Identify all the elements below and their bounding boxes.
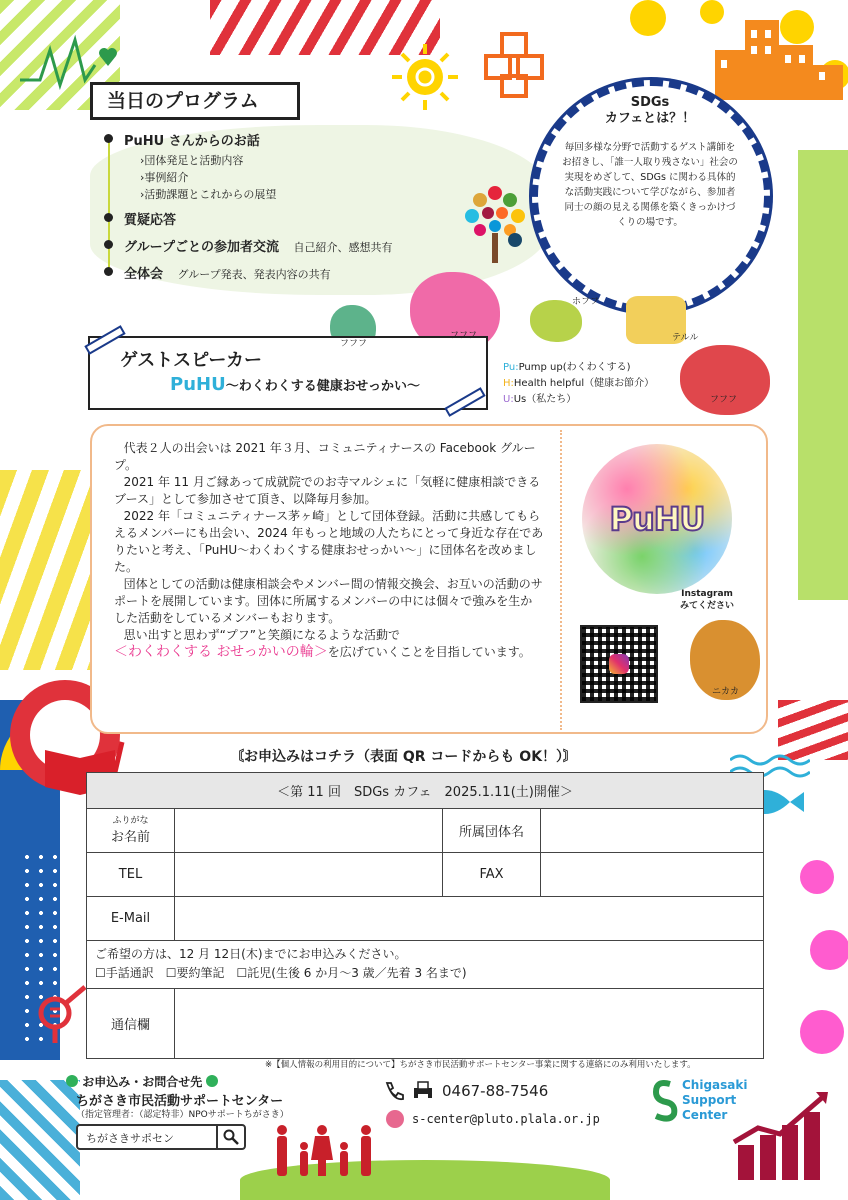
character-caption: ホフフ [572, 297, 600, 307]
org-field[interactable] [541, 809, 764, 853]
legend-key: U: [503, 394, 514, 405]
contact-heading [66, 1073, 218, 1090]
form-event-header: ＜第 11 回 SDGs カフェ 2025.1.11(土)開催＞ [87, 773, 764, 809]
contact-heading-text: お申込み・お問合せ先 [82, 1075, 203, 1089]
intro-paragraph: 代表２人の出会いは 2021 年３月、コミュニティナースの Facebook グループ。 [114, 441, 536, 472]
people-icon [272, 1120, 392, 1180]
character-caption: テルル [672, 333, 699, 343]
support-options [87, 941, 764, 989]
search-text: ちがさきサポセン [86, 1132, 174, 1145]
puhu-logo [582, 444, 732, 594]
instagram-label-line1: Instagram [681, 589, 733, 599]
intro-paragraph [114, 627, 544, 661]
buildings-icon [715, 10, 845, 100]
program-list [104, 130, 524, 285]
program-title: 当日のプログラム [90, 82, 300, 120]
intro-highlight: ＜わくわくする おせっかいの輪＞ [114, 644, 328, 660]
email-label: E-Mail [87, 897, 175, 941]
decor-dot [800, 860, 834, 894]
sdgs-cafe-description: 毎回多様な分野で活動するゲスト講師をお招きし、「誰一人取り残さない」社会の実現をめざして、SDGs に関わる具体的な活動実践について学びながら、参加者同士の顔の見える関係を築くきっかけづくりの場です。 [562, 142, 738, 228]
program-item-note: 自己紹介、感想共有 [293, 241, 393, 254]
message-field[interactable] [175, 989, 764, 1059]
sdgs-cafe-title [580, 95, 720, 127]
support-center-s-icon [650, 1078, 678, 1124]
tel-label: TEL [87, 853, 175, 897]
message-label: 通信欄 [87, 989, 175, 1059]
intro-paragraph: 団体としての活動は健康相談会やメンバー間の情報交換会、お互いの活動のサポートを展開しています。団体に所属するメンバーの中には個々で強みを生かした活動をしているメンバーもおります。 [114, 577, 543, 625]
growth-chart-icon [728, 1090, 838, 1180]
org-label: 所属団体名 [443, 809, 541, 853]
puhu-logo-text: PuHU [609, 500, 705, 538]
logo-line1: Chigasaki [682, 1078, 748, 1092]
fax-label: FAX [443, 853, 541, 897]
name-field[interactable] [175, 809, 443, 853]
form-heading: 〘お申込みはコチラ（表面 QR コードからも OK！）〙 [230, 749, 578, 765]
decor-green-band [798, 150, 848, 600]
sun-icon [390, 42, 460, 112]
program-item-qa [104, 209, 524, 228]
application-form [86, 772, 764, 1059]
bullet-icon [104, 213, 113, 222]
decor-tape [440, 384, 490, 424]
legend-value: Health helpful（健康お節介） [513, 378, 655, 389]
intro-text-span: 思い出すと思わず“プフ”と笑顔になるような活動で [123, 628, 401, 642]
character-caption: フフフ [340, 339, 368, 349]
email-field[interactable] [175, 897, 764, 941]
org-name: ちがさき市民活動サポートセンター [76, 1094, 284, 1109]
org-manager: （指定管理者：（認定特非）NPOサポートちがさき） [76, 1110, 289, 1120]
name-label [87, 809, 175, 853]
mail-icon [386, 1110, 404, 1128]
program-item-talk [104, 130, 524, 149]
sdgs-cafe-title-line1: SDGs [630, 95, 670, 110]
dot-icon [206, 1075, 218, 1087]
program-item-label: グループごとの参加者交流 [124, 240, 279, 255]
intro-paragraph: 2021 年 11 月ご縁あって成就院でのお寺マルシェに「気軽に健康相談できるブース」として参加させて頂き、以降毎月参加。 [114, 475, 541, 506]
fax-icon [412, 1080, 434, 1102]
decor-stripes-bottom-left [0, 1080, 80, 1200]
program-item-label: PuHU さんからのお話 [124, 134, 260, 149]
fax-field[interactable] [541, 853, 764, 897]
character-caption: ニカカ [712, 687, 740, 697]
program-item-exchange [104, 236, 524, 255]
program-item-label: 質疑応答 [124, 213, 177, 228]
logo-line3: Center [682, 1108, 728, 1122]
name-ruby-label: ふりがな [112, 816, 149, 826]
instagram-label-line2: みてください [680, 601, 735, 611]
character-caption: フフフ [450, 331, 478, 341]
search-button[interactable] [216, 1126, 244, 1148]
guest-subtitle: 〜わくわくする健康おせっかい〜 [225, 379, 421, 394]
intro-text [114, 440, 544, 661]
guest-speaker-name [170, 374, 420, 395]
phone-icon [382, 1080, 404, 1102]
support-checkboxes[interactable]: ☐手話通訳 ☐要約筆記 ☐託児(生後 6 か月〜3 歳／先着 3 名まで) [95, 966, 467, 980]
decor-stripes-left [0, 470, 90, 670]
bullet-icon [104, 240, 113, 249]
cubes-icon [478, 30, 558, 100]
legend-key: Pu: [503, 362, 519, 373]
tel-field[interactable] [175, 853, 443, 897]
program-item-note: グループ発表、発表内容の共有 [177, 268, 331, 281]
program-sub-item: ›事例紹介 [140, 171, 189, 184]
decor-dot [800, 1010, 844, 1054]
heartbeat-icon [20, 30, 120, 90]
logo-line2: Support [682, 1093, 737, 1107]
program-sub-item: ›活動課題とこれからの展望 [140, 188, 277, 201]
deadline-note: ご希望の方は、12 月 12日(木)までにお申込みください。 [95, 947, 407, 961]
intro-text-span: を広げていくことを目指しています。 [327, 645, 531, 659]
program-sub-item: ›団体発足と活動内容 [140, 154, 244, 167]
email-address[interactable]: s-center@pluto.plala.or.jp [412, 1112, 600, 1126]
bullet-icon [104, 267, 113, 276]
instagram-label [680, 588, 734, 612]
guest-speaker-title: ゲストスピーカー [120, 350, 263, 371]
intro-divider [560, 430, 562, 730]
sdgs-cafe-title-line2: カフェとは？！ [604, 111, 696, 126]
legend-key: H: [503, 378, 514, 389]
decor-dot [630, 0, 666, 36]
search-icon [223, 1129, 239, 1145]
bullet-icon [104, 134, 113, 143]
guest-brand: PuHU [170, 374, 226, 395]
dot-icon [66, 1075, 78, 1087]
instagram-icon [609, 654, 629, 674]
intro-paragraph: 2022 年「コミュニティナース茅ヶ崎」として団体登録。活動に共感してもらえるメンバーにも出会い、2024 年もっと地域の人たちにとって身近な存在でありたいと考え、「PuHU〜わくわくする健康おせっかい〜」に団体名を改めました。 [114, 509, 544, 574]
name-label-text: お名前 [110, 830, 150, 845]
decor-dot [810, 930, 848, 970]
privacy-note: ※【個人情報の利用目的について】ちがさき市民活動サポートセンター事業に関する連絡にのみ利用いたします。 [265, 1060, 696, 1070]
program-item-label: 全体会 [124, 267, 164, 282]
character-caption: フフフ [710, 395, 738, 405]
puhu-legend [503, 360, 654, 408]
legend-value: Pump up(わくわくする) [518, 362, 631, 373]
phone-number[interactable]: 0467-88-7546 [442, 1082, 549, 1100]
legend-value: Us（私たち） [513, 394, 577, 405]
